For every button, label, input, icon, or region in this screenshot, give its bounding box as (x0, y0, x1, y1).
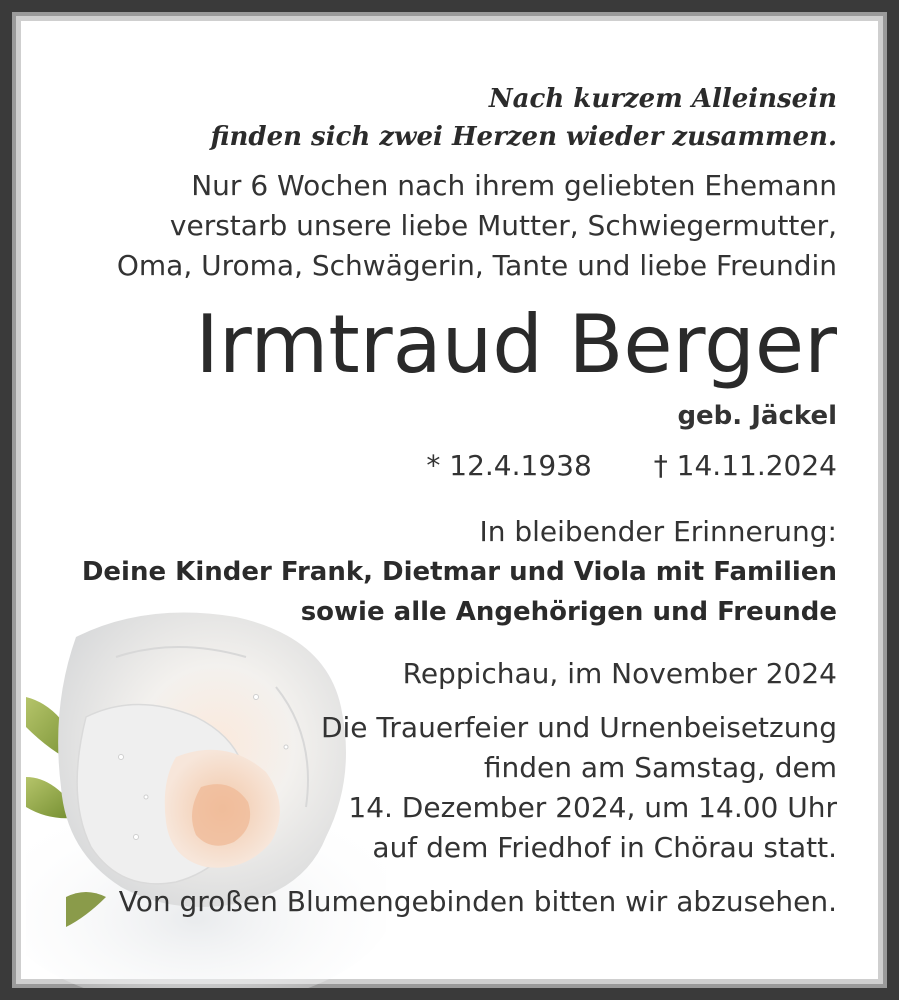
mourners-line: Deine Kinder Frank, Dietmar und Viola mit Familien (81, 557, 837, 587)
intro-line: verstarb unsere liebe Mutter, Schwiegermutter, (169, 209, 837, 242)
motto (37, 80, 837, 156)
intro-text (37, 166, 837, 286)
obituary-text (37, 80, 837, 922)
life-dates (37, 446, 837, 486)
funeral-line: finden am Samstag, dem (483, 751, 837, 784)
funeral-line: Die Trauerfeier und Urnenbeisetzung (320, 711, 837, 744)
mourners (37, 552, 837, 632)
flowers-note: Von großen Blumengebinden bitten wir abzusehen. (118, 885, 837, 918)
funeral-line: auf dem Friedhof in Chörau statt. (372, 831, 837, 864)
funeral-line: 14. Dezember 2024, um 14.00 Uhr (348, 791, 837, 824)
motto-line: finden sich zwei Herzen wieder zusammen. (210, 122, 837, 152)
remembrance-heading: In bleibender Erinnerung: (479, 515, 837, 548)
birth-date: * 12.4.1938 (426, 449, 592, 482)
funeral-info (37, 708, 837, 868)
intro-line: Oma, Uroma, Schwägerin, Tante und liebe Freundin (116, 249, 837, 282)
maiden-name: geb. Jäckel (677, 401, 837, 431)
mourners-line: sowie alle Angehörigen und Freunde (300, 597, 837, 627)
death-date: † 14.11.2024 (653, 449, 837, 482)
place-date: Reppichau, im November 2024 (402, 657, 837, 690)
motto-line: Nach kurzem Alleinsein (488, 84, 837, 114)
intro-line: Nur 6 Wochen nach ihrem geliebten Ehemann (191, 169, 837, 202)
deceased-name: Irmtraud Berger (195, 298, 837, 391)
